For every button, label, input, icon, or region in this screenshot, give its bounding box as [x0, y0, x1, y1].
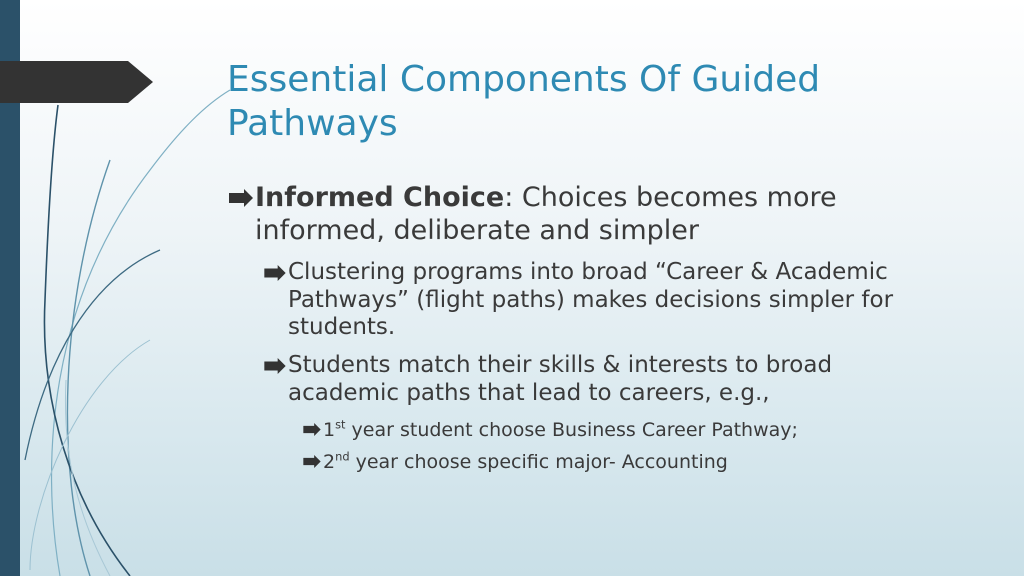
- bullet-second-year: [303, 450, 943, 474]
- arrow-bullet-icon: [229, 189, 253, 207]
- bullet-clustering-programs: [264, 259, 964, 342]
- arrow-bullet-icon: [303, 455, 321, 468]
- arrow-bullet-icon: [264, 358, 286, 374]
- arrow-bullet-icon: [303, 423, 321, 436]
- bullet-first-year: [303, 418, 943, 442]
- ordinal-number: 1: [323, 419, 336, 441]
- bullet-heading: Informed Choice: [255, 182, 505, 213]
- bullet-students-match: [264, 352, 884, 407]
- bullet-text: year choose specific major- Accounting: [349, 451, 728, 473]
- ordinal-number: 2: [323, 451, 336, 473]
- bullet-text: : Choices becomes more informed, deliberate and simpler: [255, 182, 837, 246]
- ordinal-suffix: nd: [335, 449, 350, 464]
- bullet-text: Clustering programs into broad “Career & Academic Pathways” (flight paths) makes decisions simpler for students.: [288, 259, 894, 340]
- arrow-bullet-icon: [264, 265, 286, 281]
- ordinal-suffix: st: [335, 417, 346, 432]
- bullet-informed-choice: [229, 181, 929, 247]
- bullet-text: year student choose Business Career Pathway;: [345, 419, 798, 441]
- slide-title: Essential Components Of Guided Pathways: [227, 59, 821, 144]
- bullet-text: Students match their skills & interests to broad academic paths that lead to careers, e.g.,: [288, 352, 833, 406]
